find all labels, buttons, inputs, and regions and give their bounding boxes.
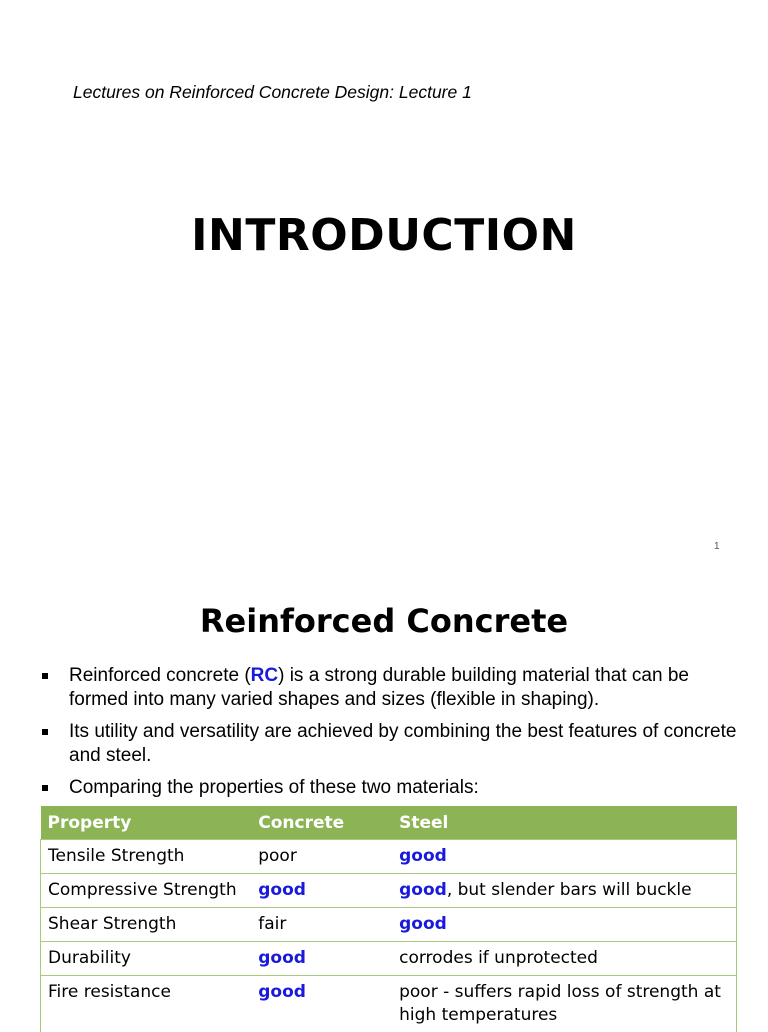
cell-property: Durability: [41, 942, 252, 976]
table-row: [41, 840, 737, 874]
table-row: [41, 874, 737, 908]
cell-steel: [392, 840, 736, 874]
table-row: [41, 908, 737, 942]
cell-property: Tensile Strength: [41, 840, 252, 874]
cell-concrete: [251, 840, 392, 874]
steel-value: good: [399, 914, 447, 934]
bullet-square-icon: [42, 785, 48, 791]
cell-steel: [392, 908, 736, 942]
slide-reinforced-concrete: [0, 576, 768, 1024]
page-number: 1: [714, 541, 720, 552]
table-body: [41, 840, 737, 1032]
bullet-text: Its utility and versatility are achieved by combining the best features of concrete and steel.: [69, 721, 736, 766]
steel-value: corrodes if unprotected: [399, 948, 598, 968]
cell-property: Fire resistance: [41, 976, 252, 1032]
concrete-value: good: [258, 948, 306, 968]
cell-concrete: [251, 942, 392, 976]
concrete-value: fair: [258, 914, 286, 934]
bullet-item: [40, 664, 750, 712]
concrete-value: good: [258, 982, 306, 1002]
concrete-value: poor: [258, 846, 297, 866]
bullet-text-pre: Reinforced concrete (: [69, 665, 251, 686]
table-header-row: [41, 806, 737, 840]
table-row: [41, 942, 737, 976]
steel-note: , but slender bars will buckle: [447, 880, 692, 900]
steel-value: good: [399, 880, 447, 900]
steel-value: poor - suffers rapid loss of strength at high temperatures: [399, 982, 721, 1025]
bullet-text-post: ) is a strong durable building material that can be formed into many varied shapes and sizes (flexible in shaping).: [69, 665, 689, 710]
bullet-square-icon: [42, 673, 48, 679]
cell-property: Shear Strength: [41, 908, 252, 942]
cell-concrete: [251, 908, 392, 942]
rc-highlight: RC: [251, 665, 278, 686]
cell-steel: [392, 874, 736, 908]
bullet-item: [40, 720, 750, 768]
steel-value: good: [399, 846, 447, 866]
slide-title: INTRODUCTION: [0, 210, 768, 261]
slide-heading: Reinforced Concrete: [0, 602, 768, 640]
concrete-value: good: [258, 880, 306, 900]
bullet-item: [40, 776, 750, 800]
bullet-square-icon: [42, 729, 48, 735]
header-concrete: Concrete: [251, 806, 392, 840]
cell-property: Compressive Strength: [41, 874, 252, 908]
bullet-list: [40, 664, 750, 808]
lecture-subtitle: Lectures on Reinforced Concrete Design: Lecture 1: [73, 82, 472, 103]
properties-table: [40, 806, 737, 1032]
cell-steel: [392, 942, 736, 976]
header-property: Property: [41, 806, 252, 840]
cell-concrete: [251, 874, 392, 908]
header-steel: Steel: [392, 806, 736, 840]
bullet-text: Comparing the properties of these two materials:: [69, 777, 479, 798]
